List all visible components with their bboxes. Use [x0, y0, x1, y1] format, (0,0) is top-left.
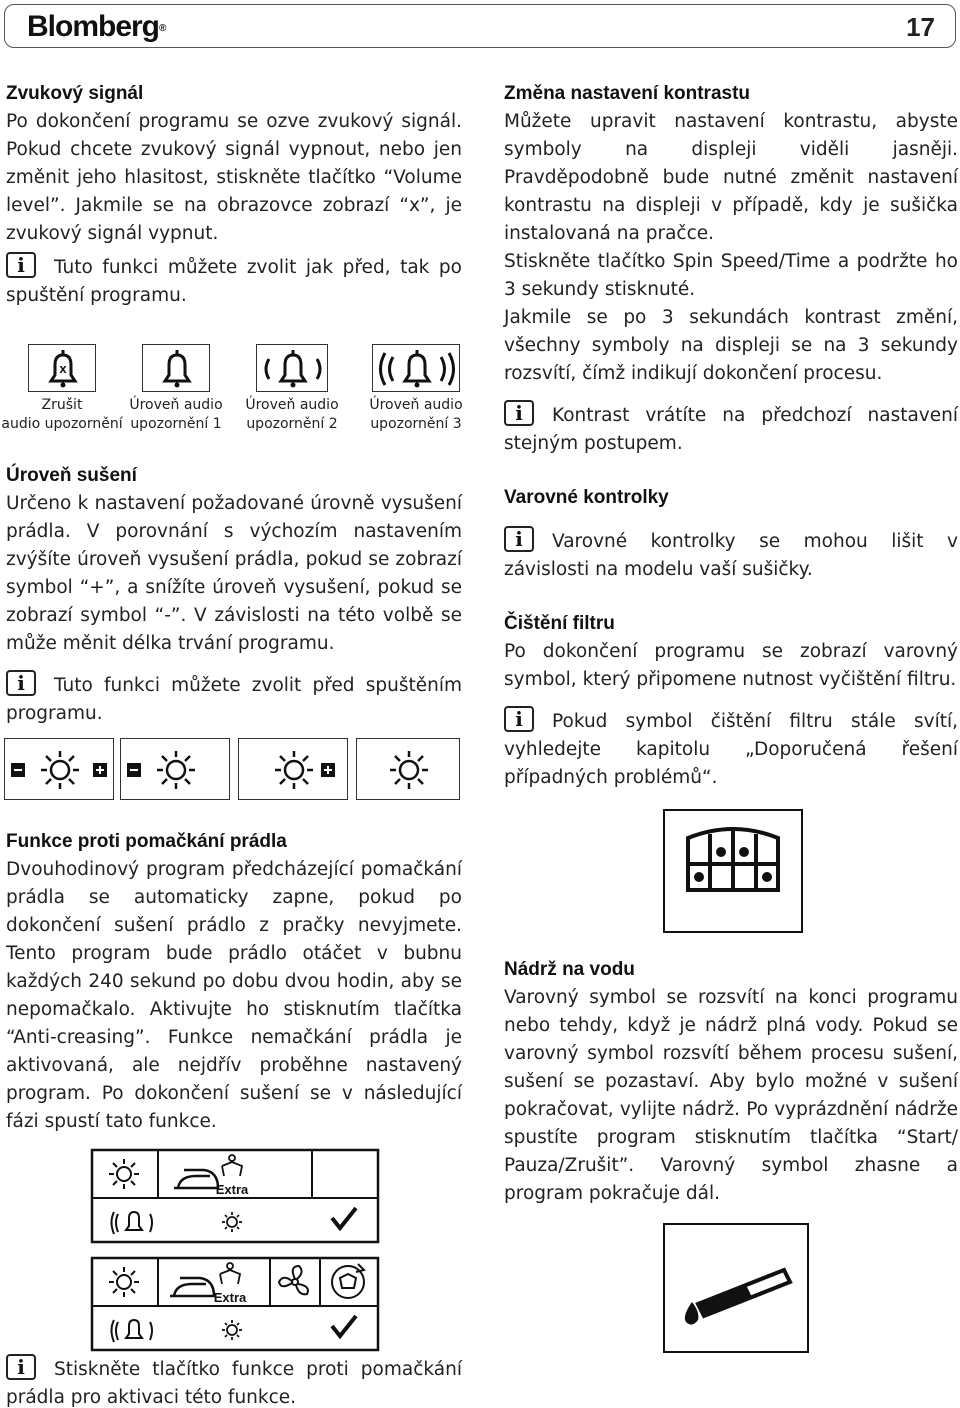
- display-panel-2: [90, 1256, 380, 1352]
- sun-icon: [109, 1159, 139, 1189]
- bell-level-2-icon: [112, 1320, 153, 1342]
- anticrease-body: Dvouhodinový program předcházející pomačkání prádla se automaticky zapne, pokud po dokončení sušení prádlo z pračky nevyjmete. Tento program bude prádlo otáčet v bubnu každých 240 sekund po dobu dvou hodin, aby se nepomačkalo. Aktivujte ho stisknutím tlačítka “Anti-creasing”. Funkce nemačkání prádla je aktivovaná, ale nejdřív proběhne nastavený program. Po dokončení sušení se v následující fázi spustí tato funkce.: [6, 859, 462, 1132]
- dryness-plus-box: [238, 738, 348, 800]
- dryness-body: Určeno k nastavení požadované úrovně vysušení prádla. V porovnání s výchozím nastavením zvýšíte úroveň vysušení prádla, pokud se zobrazí symbol “+”, a snížíte úroveň vysušení, pokud se zobrazí symbol “-”. V závislosti na této volbě se může měnit délka trvání programu.: [6, 493, 462, 654]
- level-label-1-line2: upozornění 1: [130, 416, 222, 432]
- check-icon: [332, 1316, 356, 1336]
- tank-section: [504, 956, 958, 1208]
- level-label-1-line1: Úroveň audio: [129, 397, 223, 413]
- info-icon: [504, 526, 534, 552]
- sound-info-text: Tuto funkci můžete zvolit jak před, tak po spuštění programu.: [6, 257, 462, 306]
- dryness-title: Úroveň sušení: [6, 465, 137, 486]
- filter-title: Čištění filtru: [504, 613, 615, 634]
- warnings-info-text: Varovné kontrolky se mohou lišit v závislosti na modelu vaší sušičky.: [504, 531, 958, 580]
- bell-level-3-icon: [372, 344, 460, 392]
- sun-icon: [109, 1267, 139, 1297]
- info-icon: [6, 670, 36, 696]
- level-label-2-line1: Úroveň audio: [245, 397, 339, 413]
- level-label-3-line1: Úroveň audio: [369, 397, 463, 413]
- sound-section: [6, 80, 462, 310]
- warnings-title: Varovné kontrolky: [504, 487, 669, 508]
- level-label-2-line2: upozornění 2: [246, 416, 338, 432]
- sun-icon: [222, 1320, 242, 1340]
- anticrease-info-paragraph: [6, 1354, 462, 1408]
- level-label-3: [356, 396, 476, 434]
- anticrease-title: Funkce proti pomačkání prádla: [6, 831, 287, 852]
- panel-extra-label-2: Extra: [213, 1290, 247, 1305]
- dryness-info-text: Tuto funkci můžete zvolit před spuštěním programu.: [6, 675, 462, 724]
- sun-icon: [390, 751, 428, 789]
- tumble-icon: [332, 1264, 364, 1298]
- tank-title: Nádrž na vodu: [504, 959, 635, 980]
- iron-icon: [170, 1278, 214, 1296]
- filter-body: Po dokončení programu se zobrazí varovný symbol, který připomene nutnost vyčištění filtru.: [504, 641, 958, 690]
- dryness-section: [6, 462, 462, 728]
- anticrease-info: [6, 1354, 462, 1408]
- iron-icon: [174, 1170, 218, 1188]
- level-label-3-line2: upozornění 3: [370, 416, 462, 432]
- contrast-info: [504, 400, 958, 458]
- contrast-title: Změna nastavení kontrastu: [504, 83, 751, 104]
- info-icon: [6, 252, 36, 278]
- info-icon: [504, 400, 534, 426]
- fan-icon: [279, 1266, 308, 1294]
- filter-info: [504, 706, 958, 792]
- page-header: [4, 4, 956, 48]
- info-icon: [6, 1354, 36, 1380]
- level-label-0-line2: audio upozornění: [1, 416, 123, 432]
- bell-level-2-icon: [256, 344, 328, 392]
- bell-level-2-icon: [112, 1212, 153, 1234]
- water-tank-icon: [662, 1222, 810, 1354]
- dryness-info: [6, 670, 462, 728]
- level-label-2: [232, 396, 352, 434]
- filter-info-text: Pokud symbol čištění filtru stále svítí, vyhledejte kapitolu „Doporučená řešení případných problémů“.: [504, 711, 958, 788]
- shirt-icon: [222, 1155, 242, 1176]
- contrast-body-3: Jakmile se po 3 sekundách kontrast změní, všechny symboly na displeji se na 3 sekundy rozsvítí, čímž indikují dokončení procesu.: [504, 307, 958, 384]
- sound-body: Po dokončení programu se ozve zvukový signál. Pokud chcete zvukový signál vypnout, nebo jen změnit jeho hlasitost, stiskněte tlačítko “Volume level”. Jakmile se na obrazovce zobrazí “x”, je zvukový signál vypnut.: [6, 111, 462, 244]
- dryness-minus-box: [120, 738, 230, 800]
- level-label-0-line1: Zrušit: [41, 397, 83, 413]
- dryness-default-box: [356, 738, 460, 800]
- sun-icon: [157, 751, 195, 789]
- contrast-section: [504, 80, 958, 792]
- sound-info: [6, 252, 462, 310]
- warnings-info: [504, 526, 958, 584]
- filter-grid-icon: [662, 808, 804, 934]
- shirt-icon: [220, 1263, 240, 1284]
- brand-name: Blomberg: [27, 10, 160, 43]
- check-icon: [332, 1208, 356, 1228]
- page-number: 17: [906, 12, 935, 42]
- contrast-info-text: Kontrast vrátíte na předchozí nastavení stejným postupem.: [504, 405, 958, 454]
- contrast-body-2: Stiskněte tlačítko Spin Speed/Time a podržte ho 3 sekundy stisknuté.: [504, 251, 958, 300]
- tank-body: Varovný symbol se rozsvítí na konci programu nebo tehdy, když je nádrž plná vody. Pokud se varovný symbol rozsvítí během procesu sušení, sušení se pozastaví. Aby bylo možné v sušení pokračovat, vylijte nádrž. Po vyprázdnění nádrže spustíte program stisknutím tlačítka “Start/ Pauza/Zrušit”. Varovný symbol zhasne a program pokračuje dál.: [504, 987, 958, 1204]
- brand-logo: Blomberg®: [27, 10, 166, 43]
- display-panel-1: [90, 1148, 380, 1244]
- bell-mute-icon: [28, 344, 96, 392]
- sun-icon: [275, 751, 313, 789]
- anticrease-section: [6, 828, 462, 1136]
- panel-extra-label: Extra: [215, 1182, 249, 1197]
- sun-icon: [222, 1212, 242, 1232]
- sun-icon: [41, 751, 79, 789]
- dryness-minus-plus-box: [4, 738, 114, 800]
- level-label-0: [0, 396, 124, 434]
- info-icon: [504, 706, 534, 732]
- sound-title: Zvukový signál: [6, 83, 144, 104]
- contrast-body-1: Můžete upravit nastavení kontrastu, abyste symboly na displeji viděli jasněji. Pravděpodobně bude nutné změnit nastavení kontrastu na displeji v případě, kdy je sušička instalovaná na pračce.: [504, 111, 958, 244]
- bell-level-1-icon: [142, 344, 210, 392]
- anticrease-info-text: Stiskněte tlačítko funkce proti pomačkání prádla pro aktivaci této funkce.: [6, 1359, 462, 1408]
- level-label-1: [116, 396, 236, 434]
- svg-text:x: x: [59, 361, 67, 376]
